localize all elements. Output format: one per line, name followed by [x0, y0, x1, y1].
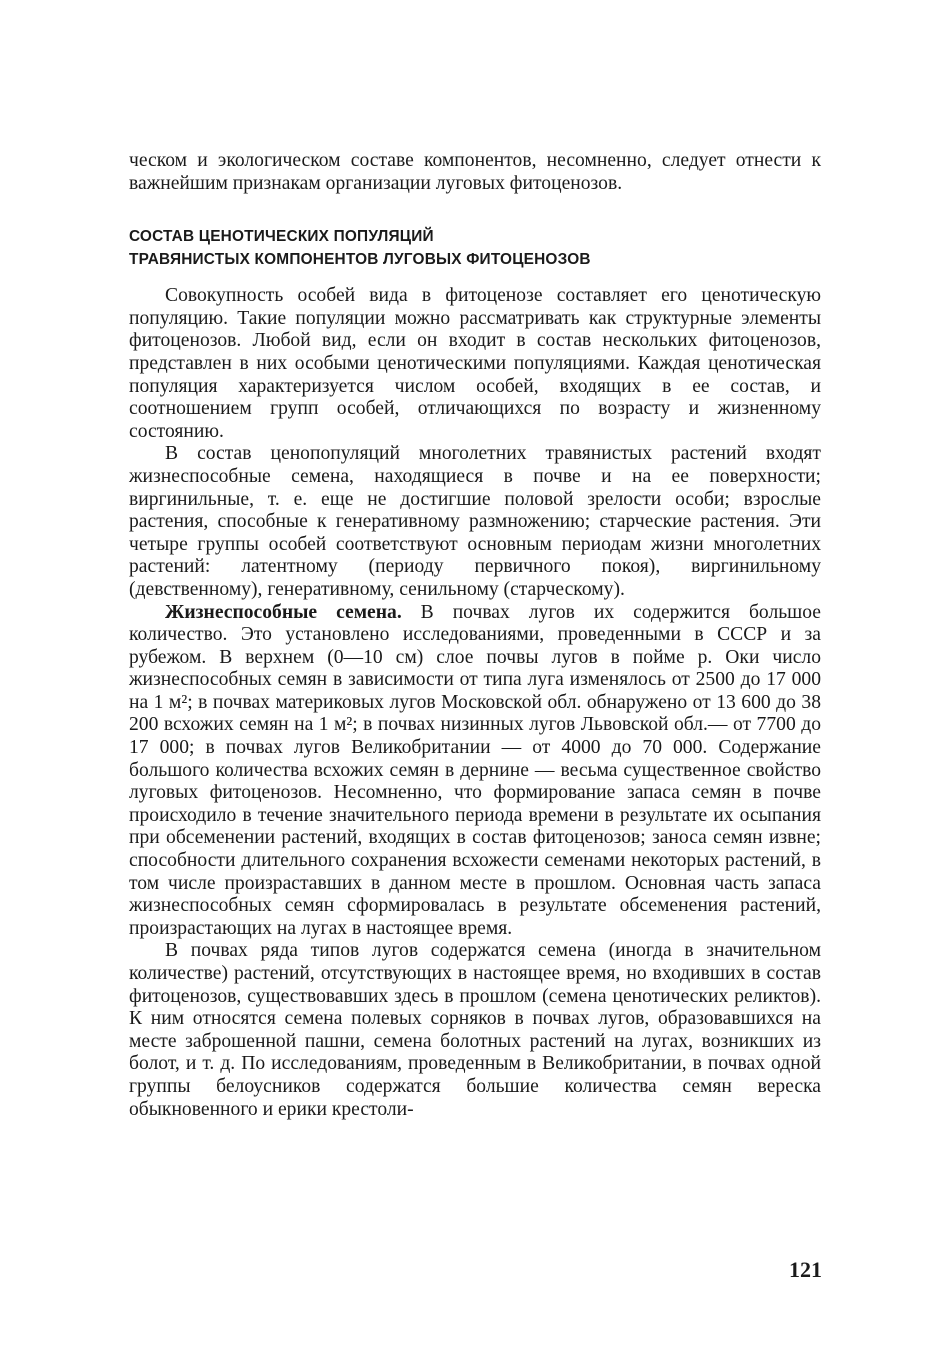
paragraph-populations: Совокупность особей вида в фитоценозе составляет его ценотическую популяцию. Такие популяции можно рассматривать как структурные элементы фитоценозов. Любой вид, если он входит в состав нескольких фитоценозов, представлен в них особыми ценотическими популяциями. Каждая ценотическая популяция характеризуется числом особей, входящих в ее состав, и соотношением групп особей, отличающихся по возрасту и жизненному состоянию.	[129, 285, 821, 442]
paragraph-lead-term: Жизнеспособные семена.	[165, 601, 402, 623]
page-number: 121	[789, 1257, 822, 1282]
paragraph-relict-seeds: В почвах ряда типов лугов содержатся семена (иногда в значительном количестве) растений, отсутствующих в настоящее время, но входивших в состав фитоценозов, существовавших здесь в прошлом (семена ценотических реликтов). К ним относятся семена полевых сорняков в почвах лугов, образовавшихся на месте заброшенной пашни, семена болотных растений на лугах, возникших из болот, и т. д. По исследованиям, проведенным в Великобритании, в почвах одной группы белоусников содержатся большие количества семян вереска обыкновенного и ерики крестоли-	[129, 940, 821, 1120]
intro-paragraph: ческом и экологическом составе компонентов, несомненно, следует отнести к важнейшим признакам организации луговых фитоценозов.	[129, 150, 821, 194]
paragraph-cenopopulation-groups: В состав ценопопуляций многолетних травянистых растений входят жизнеспособные семена, находящиеся в почве и на ее поверхности; виргинильные, т. е. еще не достигшие половой зрелости особи; взрослые растения, способные к генеративному размножению; старческие растения. Эти четыре группы особей соответствуют основным периодам жизни многолетних растений: латентному (периоду первичного покоя), виргинильному (девственному), генеративному, сенильному (старческому).	[129, 443, 821, 600]
paragraph-viable-seeds	[129, 602, 821, 941]
paragraph-viable-seeds-body: В почвах лугов их содержится большое количество. Это установлено исследованиями, проведенными в СССР и за рубежом. В верхнем (0—10 см) слое почвы лугов в пойме р. Оки число жизнеспособных семян в зависимости от типа луга изменялось от 2500 до 17 000 на 1 м²; в почвах материковых лугов Московской обл. обнаружено от 13 600 до 38 200 всхожих семян на 1 м²; в почвах низинных лугов Львовской обл.— от 7700 до 17 000; в почвах лугов Великобритании — от 4000 до 70 000. Содержание большого количества всхожих семян в дернине — весьма существенное свойство луговых фитоценозов. Несомненно, что формирование запаса семян в почве происходило в течение значительного периода времени в результате их осыпания при обсеменении растений, входящих в состав фитоценозов; заноса семян извне; способности длительного сохранения всхожести семенами некоторых растений, в том числе произраставших в данном месте в прошлом. Основная часть запаса жизнеспособных семян сформировалась в результате обсеменения растений, произрастающих на лугах в настоящее время.	[129, 601, 821, 939]
section-heading-line-1: СОСТАВ ЦЕНОТИЧЕСКИХ ПОПУЛЯЦИЙ	[129, 228, 434, 246]
section-heading-line-2: ТРАВЯНИСТЫХ КОМПОНЕНТОВ ЛУГОВЫХ ФИТОЦЕНОЗОВ	[129, 251, 591, 269]
book-page	[129, 150, 821, 1121]
section-heading	[129, 225, 821, 271]
